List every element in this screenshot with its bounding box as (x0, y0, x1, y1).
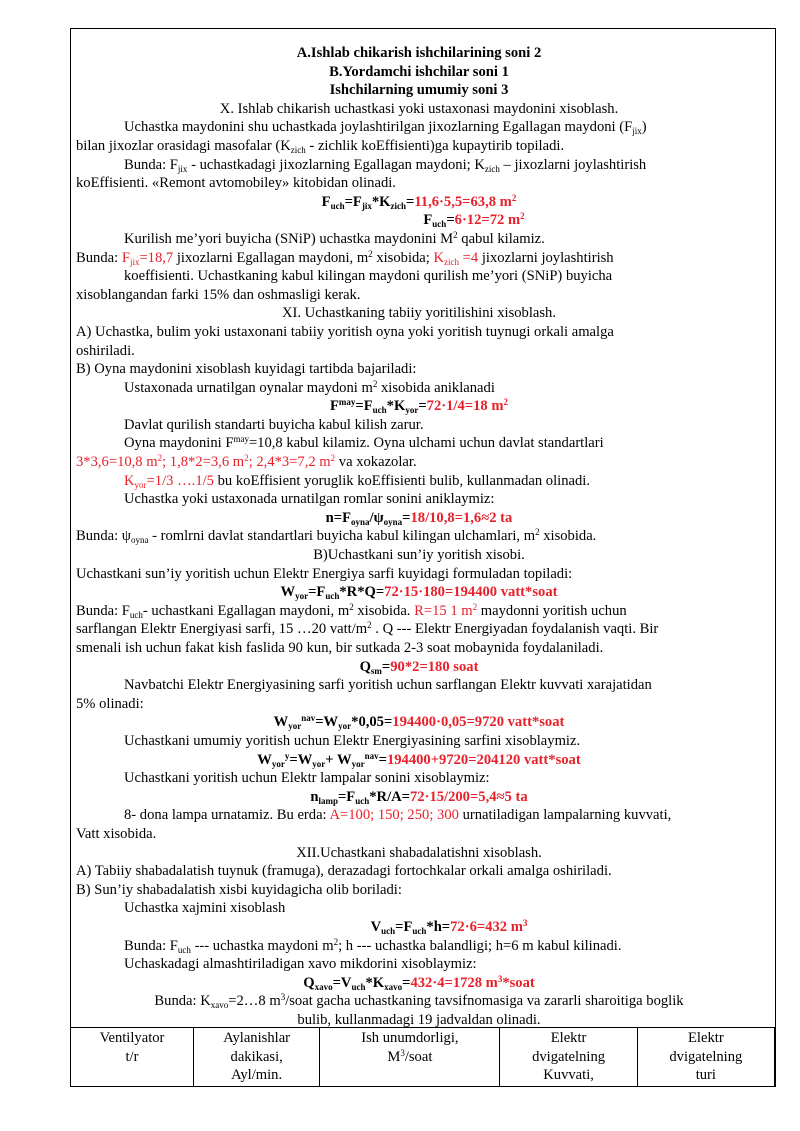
paragraph: bulib, kullanmadagi 19 jadvaldan olinadi. (297, 1011, 541, 1028)
paragraph: Bunda: $F_{jix}$ - uchastkadagi jixozlarning Egallagan maydoni; $K_{zich}$ – jixozlarni joylashtirish (124, 156, 647, 174)
paragraph: Vatt xisobida. (76, 825, 157, 842)
paragraph: Bunda: $K_{xavo}=2\dots 8$ $m^3$/soat gacha uchastkaning tavsifnomasiga va zararli sharoitiga boglik (154, 992, 684, 1011)
paragraph: Kurilish me’yori buyicha (SNiP) uchastka maydonini $M^2$ qabul kilamiz. (124, 229, 545, 247)
paragraph: B) Sun’iy shabadalatish xisbi kuyidagicha olib boriladi: (76, 881, 402, 898)
heading-workers-production: A.Ishlab chikarish ishchilarining soni 2 (296, 45, 542, 61)
paragraph: Bunda: $F_{jix}=18,7$ jixozlarni Egallagan maydoni, $m^2$ xisobida; $K_{zich} =4$ jixozlarni joylashtirish (76, 248, 614, 267)
section-xii-title: XII.Uchastkani shabadalatishni xisoblash. (296, 844, 542, 861)
paragraph: Bunda: $F_{uch}$ --- uchastka maydoni $m^2$; h --- uchastka balandligi; h=6 m kabul kilinadi. (124, 936, 622, 955)
table-header-cell: Ish unumdorligi, $M^3$/soat (320, 1028, 500, 1087)
paragraph: Uchastkani umumiy yoritish uchun Elektr Energiyasining sarfini xisoblaymiz. (124, 732, 581, 749)
paragraph: Uchastka xajmini xisoblash (124, 900, 286, 917)
formula-volume: $V_{uch}=F_{uch}*h=72\cdot 6=432$ $m^3$ (370, 917, 528, 936)
paragraph: Oyna maydonini $F^{may}=10,8$ kabul kilamiz. Oyna ulchami uchun davlat standartlari (124, 434, 604, 452)
paragraph: 8- dona lampa urnatamiz. Bu erda: A=100; 150; 250; 300 urnatiladigan lampalarning kuvvati, (124, 807, 672, 824)
formula-window-area: $F^{may}=F_{uch}*K_{yor}=72\cdot 1/4=18$ $m^2$ (330, 397, 508, 416)
section-xi-title: XI. Uchastkaning tabiiy yoritilishini xisoblash. (281, 305, 556, 322)
paragraph: Davlat qurilish standarti buyicha kabul kilish zarur. (124, 416, 424, 433)
table-header-cell: Elektr dvigatelning turi (637, 1028, 774, 1087)
paragraph: Uchaskadagi almashtiriladigan xavo mikdorini xisoblaymiz: (124, 956, 477, 973)
subsection-title: B)Uchastkani sun’iy yoritish xisobi. (313, 547, 525, 564)
formula-air-exchange: $Q_{xavo}=V_{uch}*K_{xavo}=432\cdot 4=1728$ $m^3*soat$ (303, 973, 535, 992)
paragraph: B) Oyna maydonini xisoblash kuyidagi tartibda bajariladi: (76, 361, 417, 378)
paragraph: Uchastka yoki ustaxonada urnatilgan romlar sonini aniklaymiz: (124, 491, 495, 508)
document-body (76, 44, 762, 1029)
formula-time: $Q_{sm}=90*2=180$ soat (359, 658, 479, 676)
formula-frame-count: $n=F_{oyna}/\psi_{oyna}=18/10,8=1,6\approx 2$ ta (325, 509, 513, 527)
paragraph: koeffisienti. Uchastkaning kabul kilingan maydoni qurilish me’yori (SNiP) buyicha (124, 268, 613, 285)
paragraph: A) Uchastka, bulim yoki ustaxonani tabiiy yoritish oyna yoki yoritish tuynugi orkali amalga (76, 323, 614, 340)
section-x-title: X. Ishlab chikarish uchastkasi yoki ustaxonasi maydonini xisoblash. (219, 100, 619, 117)
paragraph: 5% olinadi: (76, 695, 144, 712)
paragraph: Bunda: $F_{uch}-$ uchastkani Egallagan maydoni, $m^2$ xisobida. R=15 1 $m^2$ maydonni yoritish uchun (76, 601, 627, 620)
paragraph: Uchastkani yoritish uchun Elektr lampalar sonini xisoblaymiz: (124, 770, 490, 787)
table-header-row (71, 1028, 775, 1087)
formula-area: $F_{uch}=F_{jix}*K_{zich}=11,6\cdot 5,5=63,8$ $m^2$ (321, 192, 517, 211)
paragraph: oshiriladi. (76, 342, 135, 359)
paragraph: Navbatchi Elektr Energiyasining sarfi yoritish uchun sarflangan Elektr kuvvati xarajatidan (124, 677, 652, 694)
paragraph: koEffisienti. «Remont avtomobiley» kitobidan olinadi. (76, 175, 396, 192)
paragraph: xisoblangandan farki 15% dan oshmasligi kerak. (76, 286, 361, 303)
paragraph: Ustaxonada urnatilgan oynalar maydoni $m^2$ xisobida aniklanadi (124, 378, 495, 396)
paragraph: bilan jixozlar orasidagi masofalar ($K_{zich}$ - zichlik koEffisienti)ga kupaytirib topiladi. (76, 137, 565, 155)
table-header-cell: Ventilyator t/r (71, 1028, 194, 1087)
table-header-cell: Elektr dvigatelning Kuvvati, (500, 1028, 637, 1087)
paragraph: Uchastka maydonini shu uchastkada joylashtirilgan jixozlarning Egallagan maydoni $(F_{jix})$ (124, 119, 647, 137)
formula-area-accepted: $F_{uch}=6\cdot 12=72$ $m^2$ (423, 211, 525, 230)
table-header-cell: Aylanishlar dakikasi, Ayl/min. (194, 1028, 320, 1087)
paragraph: sarflangan Elektr Energiyasi sarfi, 15 …20 vatt/$m^2$ . Q --- Elektr Energiyadan foydalanish vaqti. Bir (76, 620, 659, 638)
paragraph: Uchastkani sun’iy yoritish uchun Elektr Energiya sarfi kuyidagi formuladan topiladi: (76, 565, 573, 582)
paragraph: 3*3,6=10,8 $m^2$; 1,8*2=3,6 $m^2$; 2,4*3=7,2 $m^2$ va xokazolar. (76, 453, 417, 471)
paragraph: smenali ish uchun fakat kish faslida 90 kun, bir sutkada 2-3 soat mobaynida foydalaniladi. (76, 640, 604, 656)
paragraph: $K_{yor}=1/3$ ….1/5 bu koEffisient yoruglik koEffisienti bulib, kullanmadan olinadi. (124, 472, 590, 490)
heading-workers-auxiliary: B.Yordamchi ishchilar soni 1 (329, 63, 509, 80)
paragraph: Bunda: $\psi_{oyna}$ - romlrni davlat standartlari buyicha kabul kilingan ulchamlari, $m^2$ xisobida. (76, 527, 597, 546)
formula-total-energy: $W_{yor}^y=W_{yor}+ W_{yor}^{nav}=194400+9720=204120$ vatt*soat (257, 750, 581, 769)
formula-lamp-count: $n_{lamp}=F_{uch}*R/A=72\cdot 15/200=5,4\approx 5$ ta (310, 788, 528, 806)
formula-standby-energy: $W_{yor}^{nav}=W_{yor}*0,05=194400\cdot 0,05=9720$ vatt*soat (273, 713, 565, 732)
heading-workers-total: Ishchilarning umumiy soni 3 (329, 82, 509, 99)
ventilator-table (70, 1027, 775, 1087)
paragraph: A) Tabiiy shabadalatish tuynuk (framuga), derazadagi fortochkalar orkali amalga oshiriladi. (76, 863, 612, 880)
formula-energy: $W_{yor}=F_{uch}*R*Q=72\cdot 15\cdot 180=194400$ vatt*soat (280, 584, 558, 602)
